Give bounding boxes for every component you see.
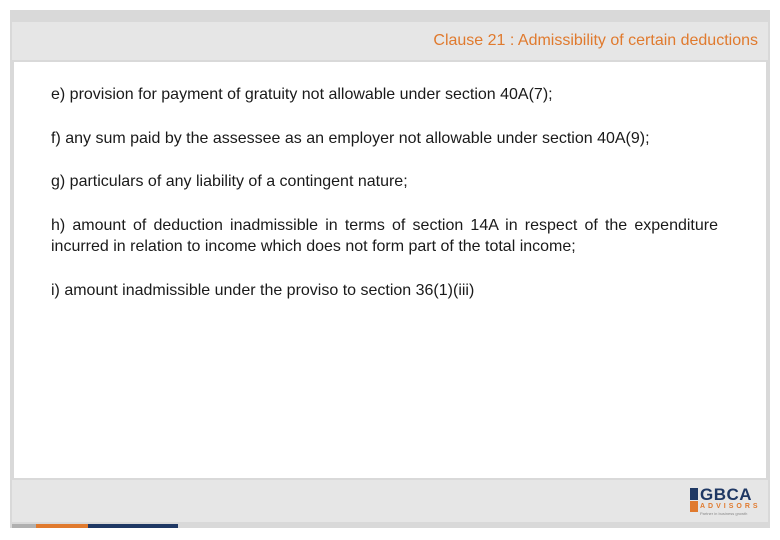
footer-accent-navy (88, 524, 178, 528)
clause-item-g: g) particulars of any liability of a contingent nature; (51, 173, 408, 190)
gbca-logo (690, 485, 761, 516)
clause-item-i: i) amount inadmissible under the proviso to section 36(1)(iii) (51, 281, 475, 299)
clause-item-list (51, 84, 718, 323)
clause-item-f: f) any sum paid by the assessee as an employer not allowable under section 40A(9); (51, 129, 650, 147)
logo-sub: ADVISORS (700, 503, 761, 510)
slide-title: Clause 21 : Admissibility of certain deductions (433, 32, 758, 49)
logo-name: GBCA (700, 485, 753, 504)
footer-bar (12, 480, 768, 522)
footer-accent-orange (36, 524, 88, 528)
clause-item-h: h) amount of deduction inadmissible in terms of section 14A in respect of the expenditure incurred in relation to income which does not form part of the total income; (51, 216, 718, 255)
clause-item-e: e) provision for payment of gratuity not allowable under section 40A(7); (51, 86, 553, 103)
logo-tagline: Partner in business growth (700, 511, 748, 516)
footer-accent-gray (12, 524, 36, 528)
logo-mark-icon (690, 488, 698, 512)
